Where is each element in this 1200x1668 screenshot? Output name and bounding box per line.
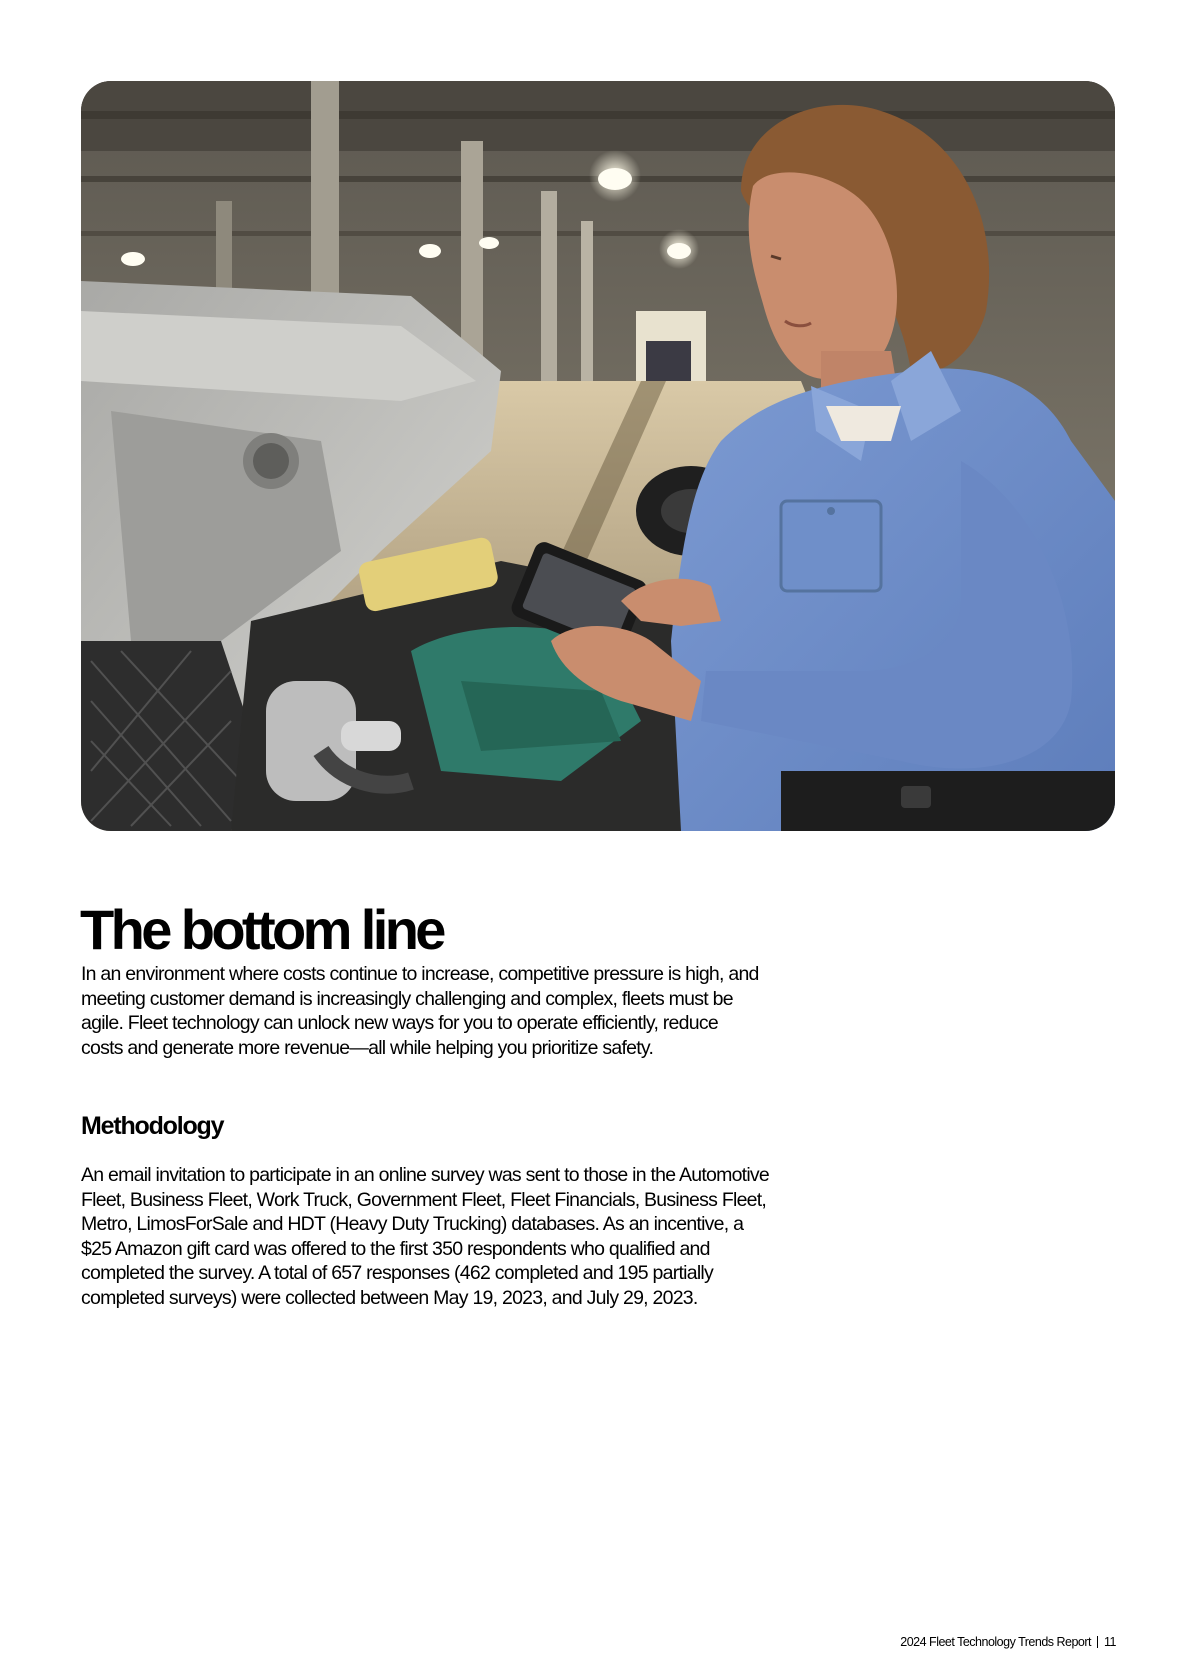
page-footer <box>900 1634 1116 1650</box>
report-name: 2024 Fleet Technology Trends Report <box>900 1635 1092 1649</box>
methodology-paragraph: An email invitation to participate in an online survey was sent to those in the Automotive Fleet, Business Fleet, Work Truck, Government Fleet, Fleet Financials, Business Fleet, Metro, LimosForSale and HDT (Heavy Duty Trucking) databases. As an incentive, a $25 Amazon gift card was offered to the first 350 respondents who qualified and completed the survey. A total of 657 responses (462 completed and 195 partially completed surveys) were collected between May 19, 2023, and July 29, 2023. <box>81 1164 770 1309</box>
hero-photo <box>81 81 1115 831</box>
page-number: 11 <box>1104 1635 1116 1649</box>
footer-divider <box>1097 1636 1098 1648</box>
intro-paragraph: In an environment where costs continue to increase, competitive pressure is high, and meeting customer demand is increasingly challenging and complex, fleets must be agile. Fleet technology can unlock new ways for you to operate efficiently, reduce costs and generate more revenue—all while helping you prioritize safety. <box>81 963 759 1059</box>
page-title: The bottom line <box>80 898 443 961</box>
mechanic-tablet-illustration <box>81 81 1115 831</box>
methodology-heading: Methodology <box>81 1112 224 1140</box>
